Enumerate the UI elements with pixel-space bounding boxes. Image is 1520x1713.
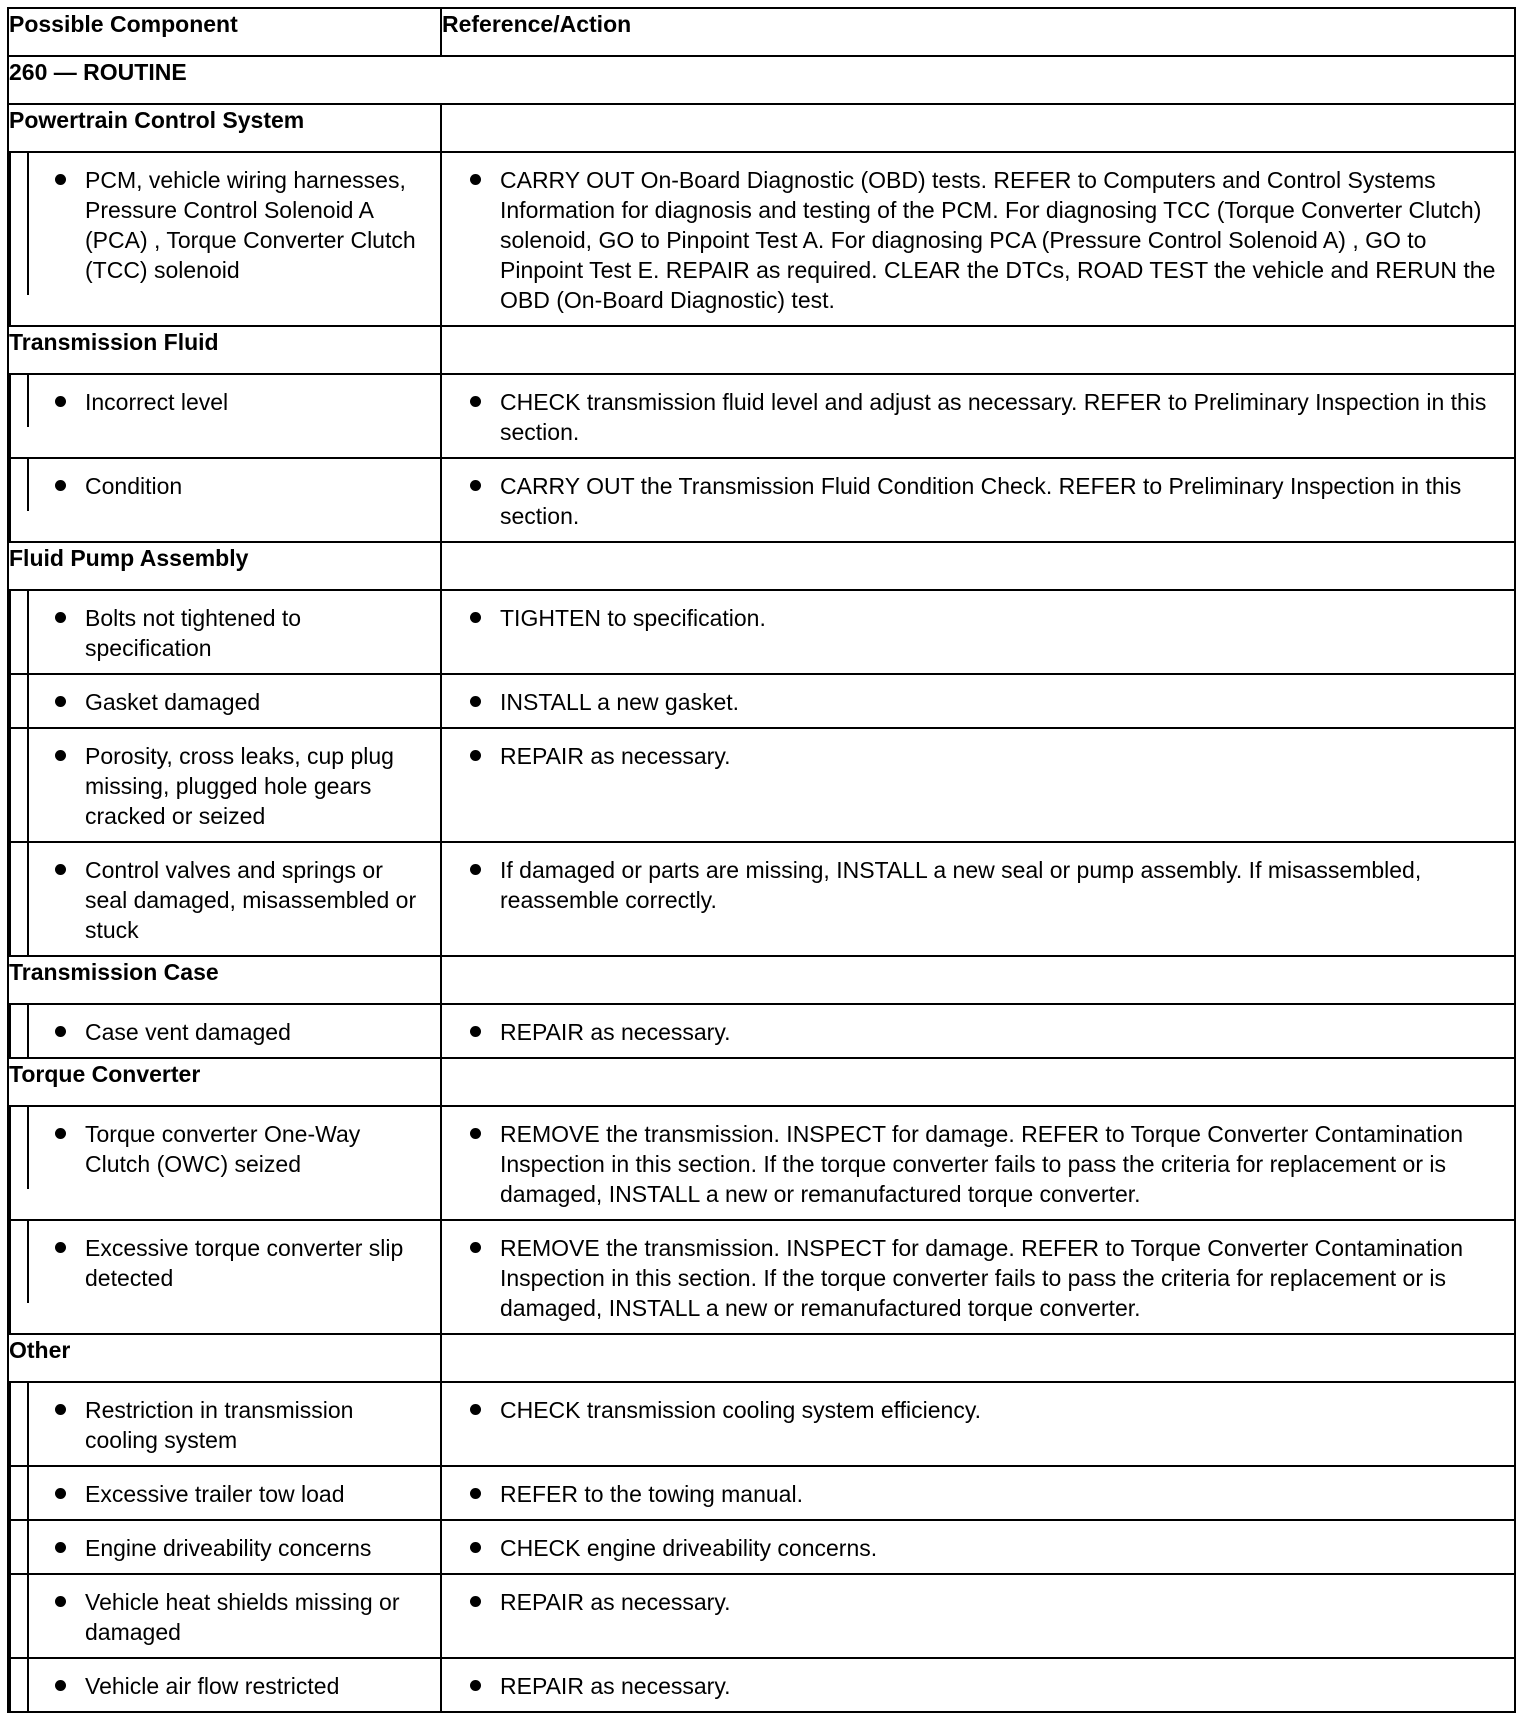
component-cell xyxy=(8,1466,441,1520)
bullet-icon xyxy=(55,696,66,707)
action-text: REFER to the towing manual. xyxy=(500,1481,803,1507)
action-cell xyxy=(441,674,1515,728)
action-cell xyxy=(441,1004,1515,1058)
action-text: REPAIR as necessary. xyxy=(500,1019,731,1045)
component-text: Control valves and springs or seal damaged, misassembled or stuck xyxy=(85,857,417,943)
group-title: Torque Converter xyxy=(8,1058,441,1106)
component-text: Case vent damaged xyxy=(85,1019,291,1045)
bullet-icon xyxy=(55,396,66,407)
bullet-icon xyxy=(470,1128,481,1139)
action-text: REPAIR as necessary. xyxy=(500,1589,731,1615)
group-title: Fluid Pump Assembly xyxy=(8,542,441,590)
action-text: CARRY OUT On-Board Diagnostic (OBD) tests. REFER to Computers and Control Systems Information for diagnosis and testing of the PCM. For diagnosing TCC (Torque Converter Clutch) solenoid, GO to Pinpoint Test A. For diagnosing PCA (Pressure Control Solenoid A) , GO to Pinpoint Test E. REPAIR as required. CLEAR the DTCs, ROAD TEST the vehicle and RERUN the OBD (On-Board Diagnostic) test. xyxy=(500,167,1496,313)
component-cell xyxy=(8,674,441,728)
component-cell xyxy=(8,1574,441,1658)
component-text: Restriction in transmission cooling system xyxy=(85,1397,354,1453)
component-text: PCM, vehicle wiring harnesses, Pressure Control Solenoid A (PCA) , Torque Converter Clutch (TCC) solenoid xyxy=(85,167,416,283)
action-cell xyxy=(441,374,1515,458)
component-cell xyxy=(8,1106,441,1220)
group-row xyxy=(8,542,1515,590)
table-row xyxy=(8,1220,1515,1334)
header-row xyxy=(8,8,1515,56)
action-cell xyxy=(441,1466,1515,1520)
group-row xyxy=(8,956,1515,1004)
action-text: CHECK engine driveability concerns. xyxy=(500,1535,878,1561)
component-text: Engine driveability concerns xyxy=(85,1535,372,1561)
component-text: Vehicle heat shields missing or damaged xyxy=(85,1589,400,1645)
bullet-icon xyxy=(470,750,481,761)
action-text: CHECK transmission fluid level and adjust as necessary. REFER to Preliminary Inspection in this section. xyxy=(500,389,1487,445)
action-text: REPAIR as necessary. xyxy=(500,743,731,769)
bullet-icon xyxy=(470,1404,481,1415)
component-text: Torque converter One-Way Clutch (OWC) seized xyxy=(85,1121,361,1177)
table-row xyxy=(8,374,1515,458)
table-row xyxy=(8,842,1515,956)
header-reference-action: Reference/Action xyxy=(441,8,1515,56)
component-text: Bolts not tightened to specification xyxy=(85,605,302,661)
table-row xyxy=(8,1466,1515,1520)
action-cell xyxy=(441,1220,1515,1334)
group-empty-cell xyxy=(441,104,1515,152)
group-row xyxy=(8,1334,1515,1382)
bullet-icon xyxy=(470,1596,481,1607)
component-cell xyxy=(8,458,441,542)
action-text: INSTALL a new gasket. xyxy=(500,689,740,715)
routine-code: 260 — ROUTINE xyxy=(8,56,1515,104)
component-text: Excessive torque converter slip detected xyxy=(85,1235,404,1291)
action-cell xyxy=(441,842,1515,956)
action-cell xyxy=(441,1382,1515,1466)
code-row xyxy=(8,56,1515,104)
component-cell xyxy=(8,1382,441,1466)
table-row xyxy=(8,1658,1515,1712)
group-empty-cell xyxy=(441,542,1515,590)
component-cell xyxy=(8,1658,441,1712)
bullet-icon xyxy=(55,612,66,623)
group-title: Transmission Case xyxy=(8,956,441,1004)
group-empty-cell xyxy=(441,1058,1515,1106)
action-cell xyxy=(441,728,1515,842)
action-cell xyxy=(441,590,1515,674)
bullet-icon xyxy=(55,1404,66,1415)
diagnostic-table xyxy=(7,7,1516,1713)
bullet-icon xyxy=(55,1542,66,1553)
component-cell xyxy=(8,1220,441,1334)
group-title: Transmission Fluid xyxy=(8,326,441,374)
action-text: If damaged or parts are missing, INSTALL a new seal or pump assembly. If misassembled, reassemble correctly. xyxy=(500,857,1422,913)
table-row xyxy=(8,1574,1515,1658)
bullet-icon xyxy=(55,864,66,875)
table-row xyxy=(8,458,1515,542)
bullet-icon xyxy=(55,1242,66,1253)
bullet-icon xyxy=(470,696,481,707)
component-text: Vehicle air flow restricted xyxy=(85,1673,340,1699)
action-text: REMOVE the transmission. INSPECT for damage. REFER to Torque Converter Contamination Inspection in this section. If the torque converter fails to pass the criteria for replacement or is damaged, INSTALL a new or remanufactured torque converter. xyxy=(500,1235,1463,1321)
component-cell xyxy=(8,152,441,326)
table-row xyxy=(8,152,1515,326)
component-text: Excessive trailer tow load xyxy=(85,1481,345,1507)
bullet-icon xyxy=(470,864,481,875)
bullet-icon xyxy=(470,1026,481,1037)
component-cell xyxy=(8,1004,441,1058)
table-row xyxy=(8,590,1515,674)
component-text: Incorrect level xyxy=(85,389,229,415)
group-title: Other xyxy=(8,1334,441,1382)
header-possible-component: Possible Component xyxy=(8,8,441,56)
action-cell xyxy=(441,1574,1515,1658)
group-row xyxy=(8,326,1515,374)
group-row xyxy=(8,1058,1515,1106)
action-cell xyxy=(441,152,1515,326)
bullet-icon xyxy=(55,1488,66,1499)
component-text: Porosity, cross leaks, cup plug missing, plugged hole gears cracked or seized xyxy=(85,743,394,829)
bullet-icon xyxy=(470,174,481,185)
table-row xyxy=(8,674,1515,728)
bullet-icon xyxy=(55,1680,66,1691)
action-text: TIGHTEN to specification. xyxy=(500,605,766,631)
action-text: CARRY OUT the Transmission Fluid Condition Check. REFER to Preliminary Inspection in this section. xyxy=(500,473,1462,529)
bullet-icon xyxy=(55,1026,66,1037)
group-empty-cell xyxy=(441,326,1515,374)
action-cell xyxy=(441,1658,1515,1712)
bullet-icon xyxy=(470,1542,481,1553)
component-cell xyxy=(8,728,441,842)
component-text: Condition xyxy=(85,473,183,499)
bullet-icon xyxy=(55,1596,66,1607)
component-cell xyxy=(8,842,441,956)
table-row xyxy=(8,1004,1515,1058)
table-row xyxy=(8,728,1515,842)
bullet-icon xyxy=(470,612,481,623)
component-text: Gasket damaged xyxy=(85,689,261,715)
group-empty-cell xyxy=(441,956,1515,1004)
action-cell xyxy=(441,1520,1515,1574)
bullet-icon xyxy=(55,174,66,185)
bullet-icon xyxy=(55,750,66,761)
bullet-icon xyxy=(470,1680,481,1691)
action-cell xyxy=(441,458,1515,542)
action-text: CHECK transmission cooling system efficiency. xyxy=(500,1397,982,1423)
bullet-icon xyxy=(470,1488,481,1499)
bullet-icon xyxy=(55,1128,66,1139)
component-cell xyxy=(8,1520,441,1574)
group-empty-cell xyxy=(441,1334,1515,1382)
bullet-icon xyxy=(470,396,481,407)
bullet-icon xyxy=(55,480,66,491)
action-text: REPAIR as necessary. xyxy=(500,1673,731,1699)
table-row xyxy=(8,1106,1515,1220)
component-cell xyxy=(8,374,441,458)
bullet-icon xyxy=(470,480,481,491)
component-cell xyxy=(8,590,441,674)
table-row xyxy=(8,1520,1515,1574)
table-row xyxy=(8,1382,1515,1466)
bullet-icon xyxy=(470,1242,481,1253)
group-title: Powertrain Control System xyxy=(8,104,441,152)
action-text: REMOVE the transmission. INSPECT for damage. REFER to Torque Converter Contamination Inspection in this section. If the torque converter fails to pass the criteria for replacement or is damaged, INSTALL a new or remanufactured torque converter. xyxy=(500,1121,1463,1207)
group-row xyxy=(8,104,1515,152)
action-cell xyxy=(441,1106,1515,1220)
